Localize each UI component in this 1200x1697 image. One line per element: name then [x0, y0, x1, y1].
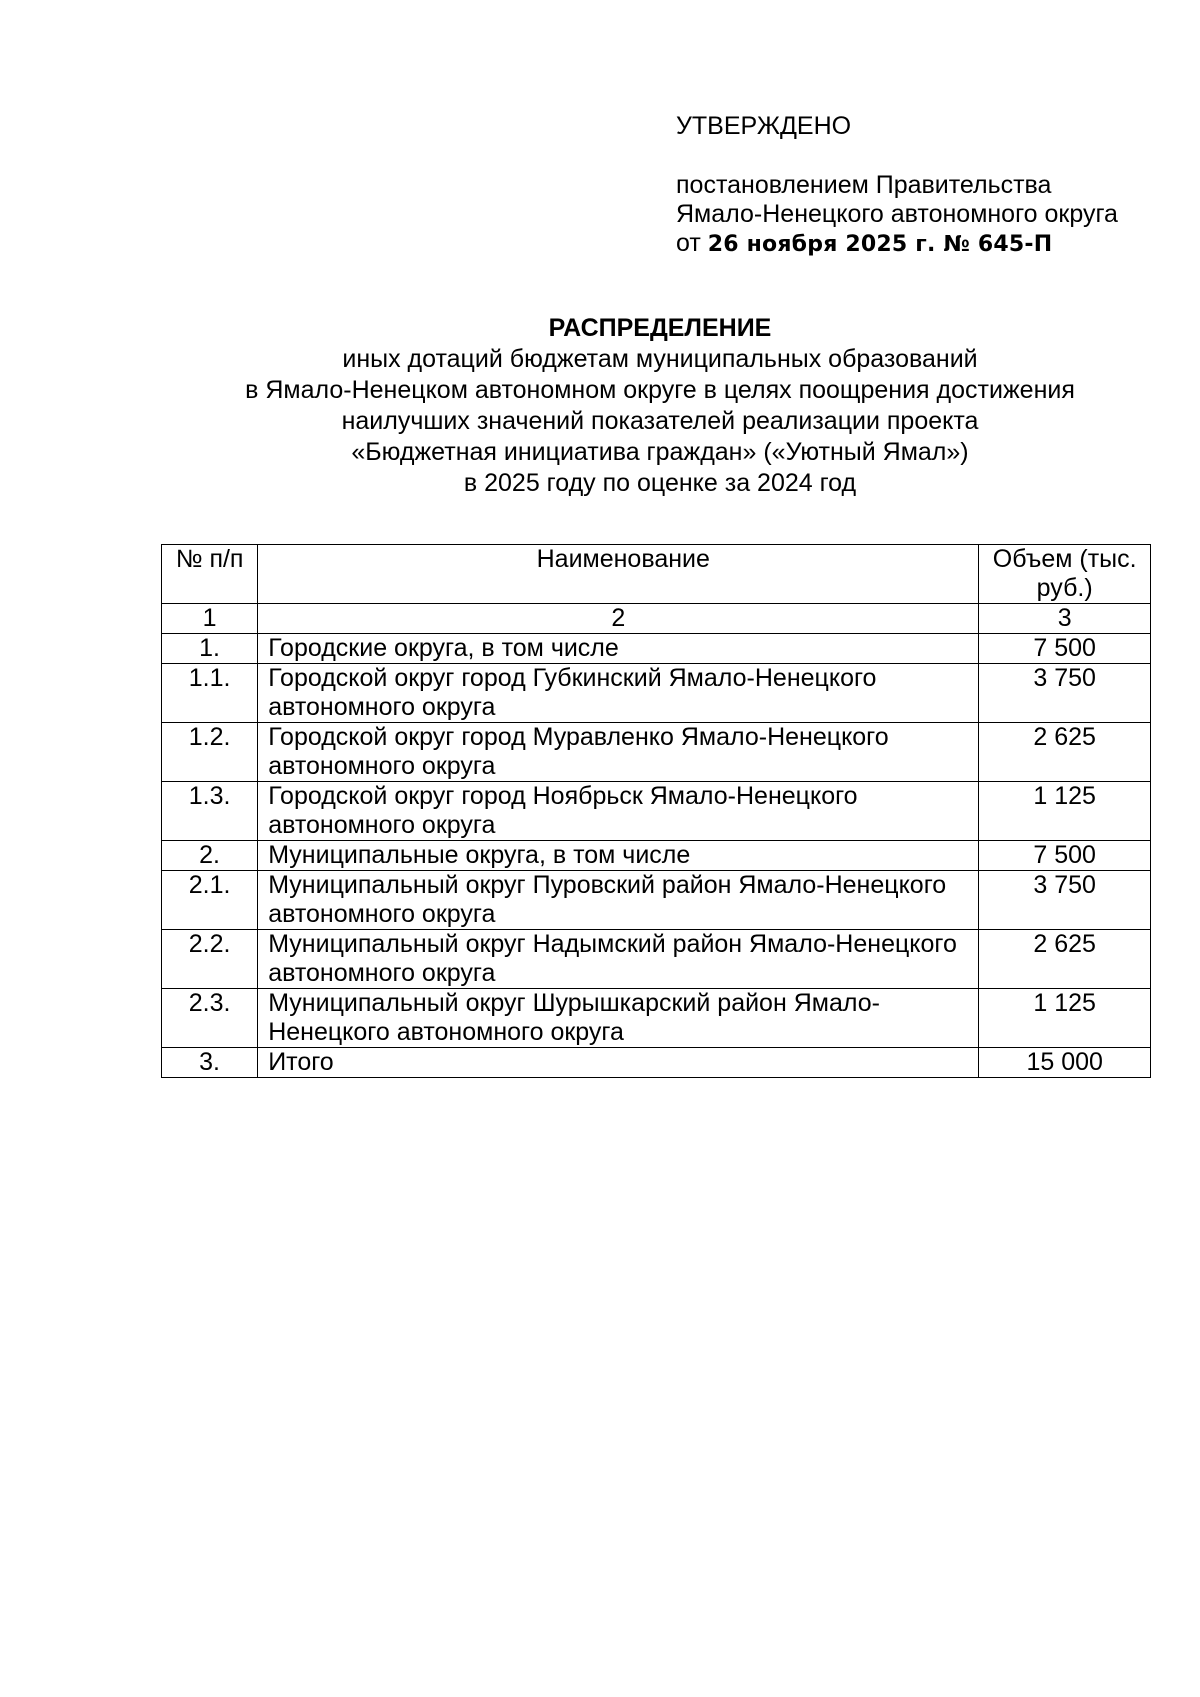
table-row [162, 634, 1151, 664]
row-name: Муниципальный округ Надымский район Ямало-Ненецкого автономного округа [258, 930, 979, 989]
row-num: 1. [162, 634, 258, 664]
row-num: 2.3. [162, 989, 258, 1048]
table-header-row [162, 545, 1151, 604]
row-volume: 2 625 [979, 930, 1151, 989]
column-index-cell: 1 [162, 604, 258, 634]
document-heading [160, 313, 1160, 499]
row-num: 2. [162, 841, 258, 871]
row-volume: 3 750 [979, 664, 1151, 723]
row-volume: 2 625 [979, 723, 1151, 782]
table-row [162, 664, 1151, 723]
row-name: Городской округ город Муравленко Ямало-Ненецкого автономного округа [258, 723, 979, 782]
table-row [162, 989, 1151, 1048]
column-index-cell: 2 [258, 604, 979, 634]
row-name: Итого [258, 1048, 979, 1078]
column-index-row [162, 604, 1151, 634]
row-num: 2.2. [162, 930, 258, 989]
document-subtitle-line: наилучших значений показателей реализации проекта [341, 407, 979, 435]
row-volume: 7 500 [979, 634, 1151, 664]
approval-stamp: УТВЕРЖДЕНО [676, 112, 852, 140]
document-subtitle-line: иных дотаций бюджетам муниципальных образований [342, 345, 978, 373]
distribution-table [161, 544, 1151, 1078]
table-row [162, 930, 1151, 989]
row-name: Городские округа, в том числе [258, 634, 979, 664]
approval-block [676, 112, 1176, 259]
row-volume: 15 000 [979, 1048, 1151, 1078]
row-num: 1.3. [162, 782, 258, 841]
approval-date-value: 26 ноября 2025 г. № 645-П [707, 232, 1053, 257]
row-num: 1.2. [162, 723, 258, 782]
header-num: № п/п [162, 545, 258, 604]
table-row [162, 782, 1151, 841]
approval-date-line [676, 229, 1176, 259]
row-num: 2.1. [162, 871, 258, 930]
row-name: Муниципальные округа, в том числе [258, 841, 979, 871]
header-volume: Объем (тыс. руб.) [979, 545, 1151, 604]
row-name: Городской округ город Ноябрьск Ямало-Ненецкого автономного округа [258, 782, 979, 841]
row-volume: 1 125 [979, 782, 1151, 841]
row-num: 1.1. [162, 664, 258, 723]
approval-line-region: Ямало-Ненецкого автономного округа [676, 200, 1118, 228]
row-name: Городской округ город Губкинский Ямало-Ненецкого автономного округа [258, 664, 979, 723]
approval-line-decree: постановлением Правительства [676, 171, 1052, 199]
table-row [162, 871, 1151, 930]
table-total-row [162, 1048, 1151, 1078]
document-subtitle-line: в 2025 году по оценке за 2024 год [463, 469, 857, 497]
row-volume: 3 750 [979, 871, 1151, 930]
document-subtitle-line: «Бюджетная инициатива граждан» («Уютный Ямал») [351, 438, 969, 466]
row-volume: 7 500 [979, 841, 1151, 871]
row-name: Муниципальный округ Пуровский район Ямало-Ненецкого автономного округа [258, 871, 979, 930]
table-row [162, 841, 1151, 871]
approval-date-prefix: от [676, 229, 701, 257]
header-name: Наименование [258, 545, 979, 604]
column-index-cell: 3 [979, 604, 1151, 634]
document-title: РАСПРЕДЕЛЕНИЕ [548, 314, 772, 342]
document-subtitle-line: в Ямало-Ненецком автономном округе в целях поощрения достижения [245, 376, 1075, 404]
row-volume: 1 125 [979, 989, 1151, 1048]
table-row [162, 723, 1151, 782]
row-num: 3. [162, 1048, 258, 1078]
row-name: Муниципальный округ Шурышкарский район Ямало-Ненецкого автономного округа [258, 989, 979, 1048]
